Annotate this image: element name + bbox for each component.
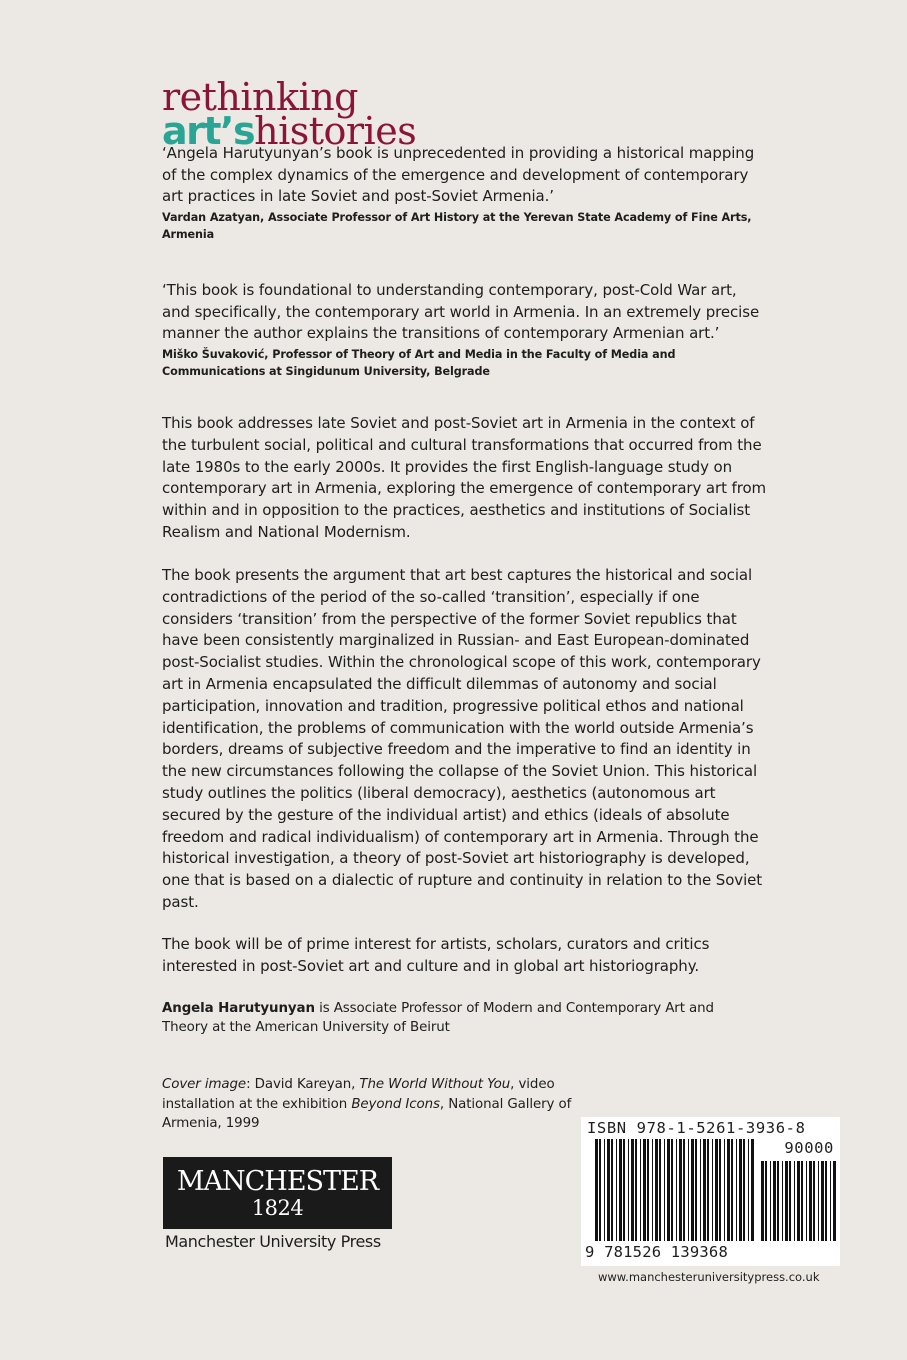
- series-title-arts: art’s: [162, 109, 255, 153]
- author-name: Angela Harutyunyan: [162, 1001, 315, 1016]
- barcode-digits: 9 781526 139368: [585, 1243, 728, 1261]
- cover-credit-label: Cover image: [162, 1077, 247, 1092]
- review-quote-attribution: Miško Šuvaković, Professor of Theory of Art and Media in the Faculty of Media and Communications at Singidunum University, Belgrade: [162, 347, 676, 378]
- review-quote-text: ‘Angela Harutyunyan’s book is unprecedented in providing a historical mapping of the complex dynamics of the emergence and development of contemporary art practices in late Soviet and post-Soviet Armenia.’: [162, 144, 755, 205]
- description-paragraph-2: The book presents the argument that art best captures the historical and social contradictions of the period of the so-called ‘transition’, especially if one considers ‘transition’ from the perspective of the former Soviet republics that have been consistently marginalized in Russian- and East European-dominated post-Socialist studies. Within the chronological scope of this work, contemporary art in Armenia encapsulated the difficult dilemmas of autonomy and social participation, innovation and tradition, progressive political ethos and national identification, the problems of communication with the world outside Armenia’s borders, dreams of subjective freedom and the imperative to find an identity in the new circumstances following the collapse of the Soviet Union. This historical study outlines the politics (liberal democracy), aesthetics (autonomous art secured by the gesture of the individual artist) and ethics (ideals of absolute freedom and radical individualism) of contemporary art in Armenia. Through the historical investigation, a theory of post-Soviet art historiography is developed, one that is based on a dialectic of rupture and continuity in relation to the Soviet past.: [162, 566, 763, 911]
- author-bio: [162, 999, 762, 1037]
- cover-credit-work: The World Without You: [359, 1077, 511, 1092]
- publisher-logo: [163, 1157, 392, 1229]
- review-quote-text: ‘This book is foundational to understanding contemporary, post-Cold War art, and specifically, the contemporary art world in Armenia. In an extremely precise manner the author explains the transitions of contemporary Armenian art.’: [162, 281, 760, 342]
- publisher-website: www.manchesteruniversitypress.co.uk: [598, 1270, 820, 1284]
- series-title: [162, 75, 417, 153]
- review-quote-2: [162, 280, 762, 380]
- series-title-line1: rethinking: [162, 75, 359, 119]
- description-paragraph-3: The book will be of prime interest for artists, scholars, curators and critics interested in post-Soviet art and culture and in global art historiography.: [162, 935, 710, 975]
- review-quote-attribution: Vardan Azatyan, Associate Professor of Art History at the Yerevan State Academy of Fine Arts, Armenia: [162, 210, 752, 241]
- publisher-logo-name: MANCHESTER: [176, 1166, 379, 1197]
- publisher-logo-year: 1824: [251, 1196, 304, 1220]
- series-title-histories: histories: [254, 109, 417, 153]
- isbn-text: ISBN 978-1-5261-3936-8: [587, 1119, 806, 1137]
- author-bio-text: is Associate Professor of Modern and Contemporary Art and Theory at the American University of Beirut: [162, 1001, 714, 1035]
- review-quote-1: [162, 143, 762, 243]
- price-code: 90000: [784, 1139, 834, 1157]
- isbn-barcode: [581, 1117, 840, 1266]
- description-paragraph-1: This book addresses late Soviet and post-Soviet art in Armenia in the context of the turbulent social, political and cultural transformations that occurred from the late 1980s to the early 2000s. It provides the first English-language study on contemporary art in Armenia, exploring the emergence of contemporary art from within and in opposition to the practices, aesthetics and institutions of Socialist Realism and National Modernism.: [162, 414, 767, 541]
- cover-credit: Cover image: David Kareyan, The World Without You, video installation at the exhibition Beyond Icons, National Gallery of Armenia, 1999: [162, 1077, 572, 1131]
- cover-credit-exhibition: Beyond Icons: [351, 1096, 440, 1112]
- publisher-name: Manchester University Press: [165, 1232, 381, 1251]
